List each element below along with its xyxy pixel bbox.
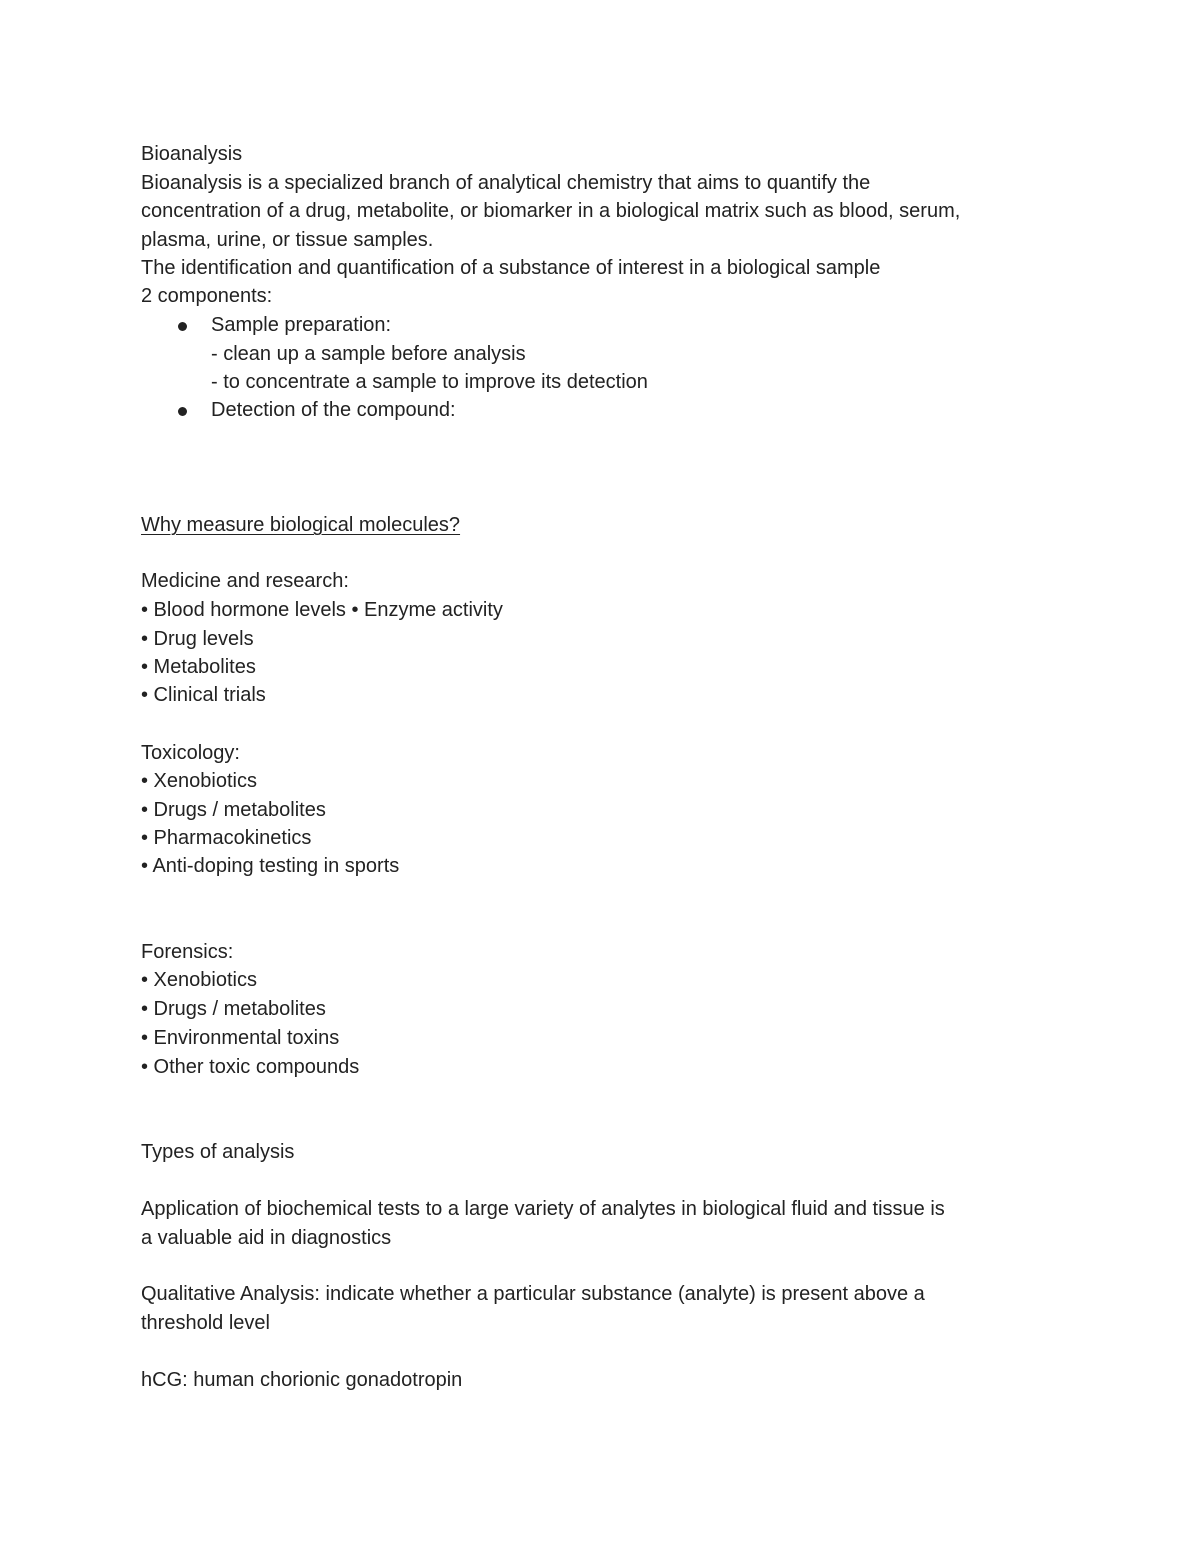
toxicology-item-4: • Anti-doping testing in sports — [141, 855, 400, 877]
forensics-item-3: • Environmental toxins — [141, 1027, 340, 1049]
bullet-icon — [178, 322, 187, 331]
hcg-definition: hCG: human chorionic gonadotropin — [141, 1369, 463, 1391]
section-title-bioanalysis: Bioanalysis — [141, 143, 243, 165]
component-detection: Detection of the compound: — [211, 399, 456, 421]
forensics-item-4: • Other toxic compounds — [141, 1056, 360, 1078]
toxicology-item-2: • Drugs / metabolites — [141, 799, 326, 821]
qualitative-line-2: threshold level — [141, 1312, 270, 1334]
toxicology-label: Toxicology: — [141, 742, 240, 764]
forensics-item-1: • Xenobiotics — [141, 969, 257, 991]
subpoint-concentrate: - to concentrate a sample to improve its detection — [211, 371, 648, 393]
identification-text: The identification and quantification of a substance of interest in a biological sample — [141, 257, 881, 279]
subpoint-clean-up: - clean up a sample before analysis — [211, 343, 526, 365]
qualitative-line-1: Qualitative Analysis: indicate whether a particular substance (analyte) is present above a — [141, 1283, 925, 1305]
bullet-icon — [178, 407, 187, 416]
application-line-2: a valuable aid in diagnostics — [141, 1227, 392, 1249]
medicine-label: Medicine and research: — [141, 570, 349, 592]
components-label: 2 components: — [141, 285, 273, 307]
heading-types-of-analysis: Types of analysis — [141, 1141, 295, 1163]
medicine-item-1: • Blood hormone levels • Enzyme activity — [141, 599, 503, 621]
application-line-1: Application of biochemical tests to a large variety of analytes in biological fluid and tissue is — [141, 1198, 945, 1220]
forensics-label: Forensics: — [141, 941, 234, 963]
definition-line-3: plasma, urine, or tissue samples. — [141, 229, 434, 251]
definition-line-1: Bioanalysis is a specialized branch of analytical chemistry that aims to quantify the — [141, 172, 871, 194]
toxicology-item-3: • Pharmacokinetics — [141, 827, 312, 849]
medicine-item-4: • Clinical trials — [141, 684, 266, 706]
definition-line-2: concentration of a drug, metabolite, or biomarker in a biological matrix such as blood, serum, — [141, 200, 961, 222]
toxicology-item-1: • Xenobiotics — [141, 770, 257, 792]
forensics-item-2: • Drugs / metabolites — [141, 998, 326, 1020]
medicine-item-2: • Drug levels — [141, 628, 254, 650]
heading-why-measure: Why measure biological molecules? — [141, 514, 461, 536]
component-sample-preparation: Sample preparation: — [211, 314, 392, 336]
medicine-item-3: • Metabolites — [141, 656, 256, 678]
